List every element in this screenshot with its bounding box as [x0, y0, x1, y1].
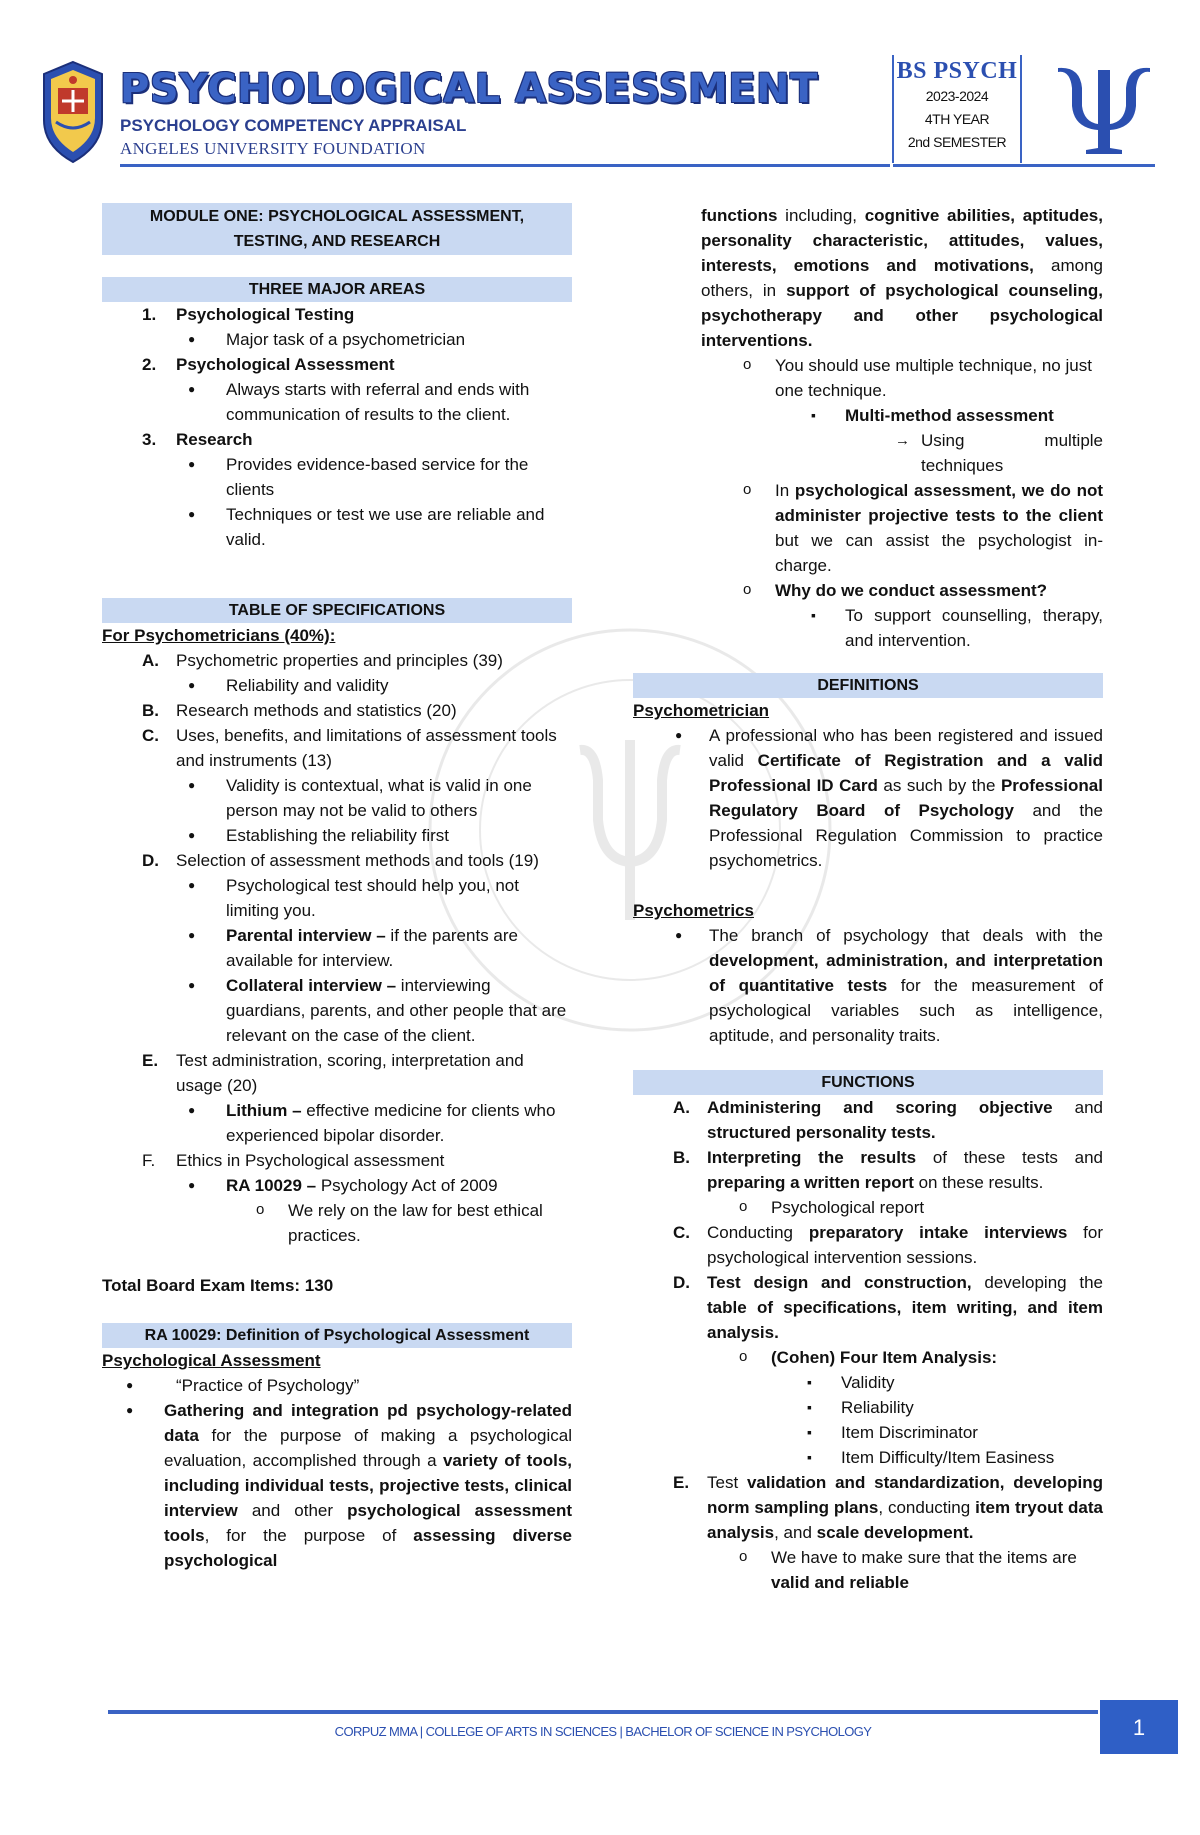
spacer	[102, 1248, 572, 1273]
list-item	[701, 1345, 1103, 1470]
list-item	[633, 1145, 1103, 1220]
bold-phrase: cognitive abilities, aptitudes, personality characteristic, attitudes, values, interests, emotions and motivations,	[701, 206, 1103, 275]
tos-item-bullets	[164, 773, 572, 848]
list-item	[102, 1373, 572, 1398]
bold-phrase: preparatory intake interviews	[808, 1223, 1068, 1242]
page-header	[0, 0, 1200, 175]
bold-phrase: variety of tools, including individual tests, projective tests, clinical interview	[164, 1451, 572, 1520]
spacer	[102, 255, 572, 277]
bold-phrase: scale development.	[816, 1523, 974, 1542]
list-item: ● Provides evidence-based service for the clients	[164, 452, 572, 502]
bold-phrase: development, administration, and interpretation of quantitative tests	[709, 951, 1103, 995]
area-title: Psychological Assessment	[176, 355, 395, 374]
three-major-areas-heading: THREE MAJOR AREAS	[102, 277, 572, 302]
text: , conducting	[878, 1498, 976, 1517]
area-bullets	[164, 452, 572, 552]
semester: 2nd SEMESTER	[907, 134, 1007, 150]
text: among others, in	[701, 256, 1103, 300]
right-column	[633, 203, 1103, 1595]
definition-term: Psychometrician	[633, 701, 770, 720]
list-item: ● Psychological test should help you, not limiting you.	[164, 873, 572, 923]
list-item: o We rely on the law for best ethical practices.	[218, 1198, 572, 1248]
tos-list	[102, 648, 572, 1248]
left-column	[102, 203, 572, 1573]
list-item: ▪ To support counselling, therapy, and intervention.	[773, 603, 1103, 653]
bold-phrase: (Cohen) Four Item Analysis:	[771, 1348, 998, 1367]
list-letter: F.	[142, 1151, 156, 1170]
item-analysis-list	[769, 1370, 1103, 1470]
list-number: 1.	[142, 305, 157, 324]
bold-phrase: support of psychological counseling, psychotherapy and other psychological interventions.	[701, 281, 1103, 350]
list-item	[164, 1173, 572, 1248]
list-item	[102, 1148, 572, 1248]
bold-phrase: psychological assessment, we do not administer projective tests to the client	[775, 481, 1104, 525]
term-description: effective medicine for clients who experienced bipolar disorder.	[226, 1101, 556, 1145]
list-item	[705, 578, 1103, 653]
text: as such by the	[877, 776, 1001, 795]
sub-list	[701, 1195, 1103, 1220]
text: developing the	[971, 1273, 1103, 1292]
list-item	[633, 1470, 1103, 1595]
list-item	[651, 723, 1103, 873]
university-name: ANGELES UNIVERSITY FOUNDATION	[120, 139, 426, 158]
list-letter: B.	[142, 701, 159, 720]
list-item	[102, 302, 572, 352]
list-item	[651, 923, 1103, 1048]
list-item	[773, 403, 1103, 478]
document-subtitle: PSYCHOLOGY COMPETENCY APPRAISAL	[120, 116, 467, 135]
document-title: PSYCHOLOGICAL ASSESSMENT	[120, 66, 818, 112]
total-board-exam-items: Total Board Exam Items: 130	[102, 1276, 334, 1295]
sub-list	[701, 1345, 1103, 1470]
tos-item-bullets	[164, 1098, 572, 1148]
list-item: ▪ Reliability	[769, 1395, 1103, 1420]
text: of these tests and	[916, 1148, 1104, 1167]
bold-phrase: valid and reliable	[771, 1573, 909, 1592]
list-letter: C.	[673, 1223, 690, 1242]
bold-phrase: psychological assessment tools	[164, 1501, 572, 1545]
text: and the Professional Regulation Commission to practice psychometrics.	[709, 801, 1103, 870]
term: RA 10029 –	[226, 1176, 317, 1195]
bold-phrase: Professional Regulatory Board of Psychology	[709, 776, 1103, 820]
tos-item-text: Test administration, scoring, interpretation and usage (20)	[176, 1051, 524, 1095]
spacer	[102, 1298, 572, 1323]
header-divider	[120, 164, 890, 167]
module-heading-line-1: MODULE ONE: PSYCHOLOGICAL ASSESSMENT,	[149, 208, 525, 225]
functions-list	[633, 1095, 1103, 1595]
term-description: interviewing guardians, parents, and other people that are relevant on the case of the client.	[226, 976, 567, 1045]
sub-list	[773, 403, 1103, 478]
bold-phrase: item tryout data analysis	[707, 1498, 1103, 1542]
ra-subheading: Psychological Assessment	[102, 1351, 321, 1370]
bold-phrase: Gathering and integration pd psychology-related data	[164, 1401, 572, 1445]
footer-divider	[108, 1710, 1098, 1714]
text: on these results.	[913, 1173, 1044, 1192]
ra-10029-heading: RA 10029: Definition of Psychological Assessment	[102, 1323, 572, 1348]
tos-item-bullets	[164, 673, 572, 698]
list-item	[164, 973, 572, 1048]
ra-definition-list	[102, 1373, 572, 1398]
spacer	[633, 653, 1103, 673]
list-item: ● Always starts with referral and ends with communication of results to the client.	[164, 377, 572, 427]
module-heading-line-2: TESTING, AND RESEARCH	[233, 233, 441, 250]
sub-list	[701, 1545, 1103, 1595]
area-bullets	[164, 327, 572, 352]
bold-phrase: Multi-method assessment	[845, 406, 1054, 425]
text: including,	[777, 206, 865, 225]
list-item: ▪ Validity	[769, 1370, 1103, 1395]
list-item: ● Reliability and validity	[164, 673, 572, 698]
list-item	[164, 923, 572, 973]
list-item	[633, 1095, 1103, 1145]
tos-item-text: Selection of assessment methods and tools (19)	[176, 851, 539, 870]
spacer	[633, 873, 1103, 898]
tos-item-text: Uses, benefits, and limitations of assessment tools and instruments (13)	[176, 726, 557, 770]
bold-phrase: structured personality tests.	[707, 1123, 936, 1142]
list-item: ▪ Item Discriminator	[769, 1420, 1103, 1445]
list-item: ● Techniques or test we use are reliable and valid.	[164, 502, 572, 552]
table-of-specifications-heading: TABLE OF SPECIFICATIONS	[102, 598, 572, 623]
tos-item-text: Psychometric properties and principles (39)	[176, 651, 503, 670]
text: In	[775, 481, 795, 500]
term: Lithium –	[226, 1101, 302, 1120]
text: A professional who has been registered and issued valid	[709, 726, 1103, 770]
tos-item-bullets	[164, 873, 572, 1048]
list-letter: E.	[673, 1473, 690, 1492]
list-item	[701, 1545, 1103, 1595]
bold-phrase: table of specifications, item writing, and item analysis.	[707, 1298, 1103, 1342]
list-letter: B.	[673, 1148, 690, 1167]
module-heading	[102, 203, 572, 255]
spacer	[102, 552, 572, 598]
text: and	[1052, 1098, 1103, 1117]
text: for the measurement of psychological variables such as intelligence, aptitude, and personality traits.	[709, 976, 1103, 1045]
list-letter: D.	[142, 851, 159, 870]
tos-item-bullets	[164, 1173, 572, 1248]
sub-list	[218, 1198, 572, 1248]
list-item	[164, 1098, 572, 1148]
term: Parental interview –	[226, 926, 386, 945]
list-item: → Using multiple techniques	[835, 428, 1103, 478]
list-item	[102, 648, 572, 698]
list-item	[102, 698, 572, 723]
tos-item-text: Research methods and statistics (20)	[176, 701, 457, 720]
list-item	[102, 352, 572, 427]
list-item	[633, 1220, 1103, 1270]
list-letter: C.	[142, 726, 159, 745]
list-item	[102, 1398, 572, 1573]
bold-phrase: Administering and scoring objective	[707, 1098, 1053, 1117]
bold-phrase: Test design and construction,	[707, 1273, 972, 1292]
list-letter: A.	[673, 1098, 690, 1117]
text: Test	[707, 1473, 747, 1492]
list-letter: A.	[142, 651, 159, 670]
bold-phrase: functions	[701, 206, 778, 225]
text: We have to make sure that the items are	[771, 1548, 1077, 1567]
bold-phrase: Why do we conduct assessment?	[775, 581, 1048, 600]
term-description: Psychology Act of 2009	[316, 1176, 498, 1195]
quote: “Practice of Psychology”	[176, 1376, 360, 1395]
spacer	[633, 1048, 1103, 1070]
definition-term: Psychometrics	[633, 901, 754, 920]
area-bullets	[164, 377, 572, 427]
text: The branch of psychology that deals with the	[709, 926, 1103, 945]
list-item: ● Validity is contextual, what is valid in one person may not be valid to others	[164, 773, 572, 823]
text: Conducting	[707, 1223, 809, 1242]
list-item	[102, 427, 572, 552]
program-info	[892, 55, 1022, 163]
tos-subheading: For Psychometricians (40%):	[102, 626, 336, 645]
term-description: if the parents are available for interview.	[226, 926, 518, 970]
major-areas-list	[102, 302, 572, 552]
bold-phrase: preparing a written report	[707, 1173, 914, 1192]
tos-item-text: Ethics in Psychological assessment	[176, 1151, 445, 1170]
sub-list	[835, 428, 1103, 478]
bold-phrase: assessing diverse psychological	[164, 1526, 573, 1570]
page-number: 1	[1100, 1700, 1178, 1754]
list-item: ● Establishing the reliability first	[164, 823, 572, 848]
school-year: 2023-2024	[925, 88, 989, 104]
definitions-heading: DEFINITIONS	[633, 673, 1103, 698]
bold-phrase: Interpreting the results	[707, 1148, 917, 1167]
definition-body	[651, 723, 1103, 873]
list-item: ● Major task of a psychometrician	[164, 327, 572, 352]
list-letter: D.	[673, 1273, 690, 1292]
text: , for the purpose of	[204, 1526, 414, 1545]
program-name: BS PSYCH	[896, 58, 1018, 84]
list-number: 2.	[142, 355, 157, 374]
university-seal-icon	[40, 60, 106, 164]
text: for the purpose of making a psychological evaluation, accomplished through a	[164, 1426, 572, 1470]
area-title: Psychological Testing	[176, 305, 355, 324]
term: Collateral interview –	[226, 976, 397, 995]
text: for psychological intervention sessions.	[707, 1223, 1103, 1267]
list-item: ▪ Item Difficulty/Item Easiness	[769, 1445, 1103, 1470]
assessment-notes	[633, 353, 1103, 653]
text: , and	[774, 1523, 817, 1542]
list-item	[705, 353, 1103, 478]
ra-definition-body	[102, 1398, 572, 1573]
list-item: o Psychological report	[701, 1195, 1103, 1220]
list-item	[102, 848, 572, 1048]
functions-heading: FUNCTIONS	[633, 1070, 1103, 1095]
bold-phrase: validation and standardization, developing norm sampling plans	[707, 1473, 1103, 1517]
list-item	[633, 1270, 1103, 1470]
area-title: Research	[176, 430, 253, 449]
text: and other	[237, 1501, 348, 1520]
definition-continued	[627, 203, 1103, 353]
list-item	[102, 1048, 572, 1148]
list-item	[102, 723, 572, 848]
psi-logo-icon	[1052, 64, 1156, 156]
text: but we can assist the psychologist in-charge.	[775, 531, 1103, 575]
bold-phrase: Certificate of Registration and a valid Professional ID Card	[709, 751, 1103, 795]
list-letter: E.	[142, 1051, 159, 1070]
definition-body	[651, 923, 1103, 1048]
list-item	[705, 478, 1103, 578]
list-number: 3.	[142, 430, 157, 449]
year-level: 4TH YEAR	[924, 111, 990, 127]
text: You should use multiple technique, no just one technique.	[775, 356, 1092, 400]
footer-credits: CORPUZ MMA | COLLEGE OF ARTS IN SCIENCES | BACHELOR OF SCIENCE IN PSYCHOLOGY	[334, 1724, 872, 1739]
sub-list	[773, 603, 1103, 653]
header-divider-right	[893, 164, 1155, 167]
